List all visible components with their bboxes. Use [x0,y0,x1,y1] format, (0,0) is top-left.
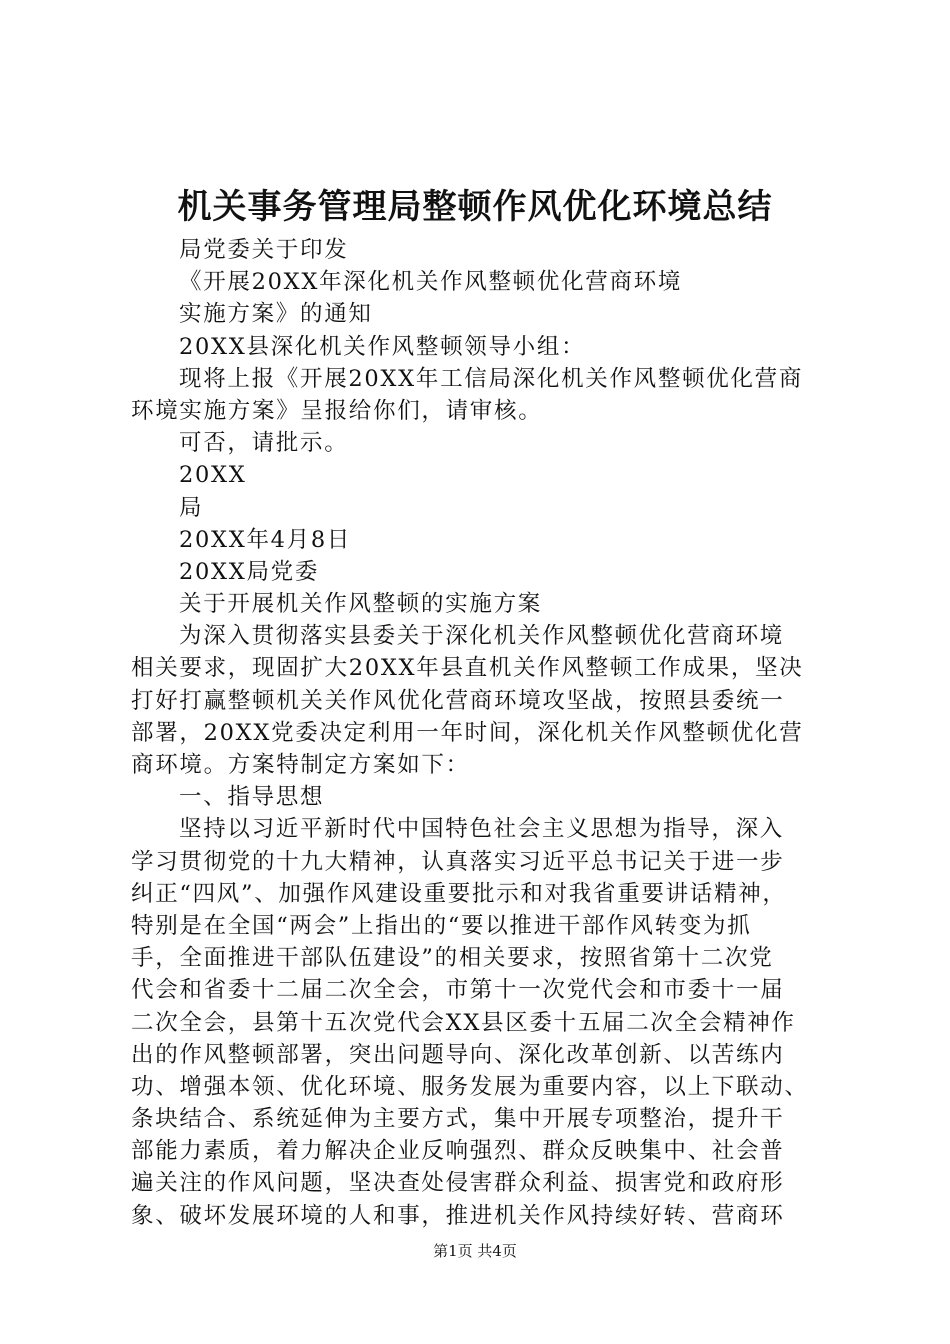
text-line: 打好打赢整顿机关关作风优化营商环境攻坚战，按照县委统一 [131,687,785,714]
text-line: 代会和省委十二届二次全会，市第十一次党代会和市委十一届 [131,977,785,1004]
text-line: 局党委关于印发 [179,237,349,263]
text-line: 20XX年4月8日 [179,526,352,553]
text-line: 实施方案》的通知 [179,301,373,328]
text-line: 遍关注的作风问题，坚决查处侵害群众利益、损害党和政府形 [131,1170,785,1197]
text-line: 为深入贯彻落实县委关于深化机关作风整顿优化营商环境 [179,623,785,650]
text-line: 手，全面推进干部队伍建设”的相关要求，按照省第十二次党 [131,945,774,972]
text-line: 可否，请批示。 [179,430,349,457]
text-line: 20XX县深化机关作风整顿领导小组： [179,333,586,360]
text-line: 《开展20XX年深化机关作风整顿优化营商环境 [179,269,683,296]
text-line: 学习贯彻党的十九大精神，认真落实习近平总书记关于进一步 [131,848,785,875]
text-line: 纠正“四风”、加强作风建设重要批示和对我省重要讲话精神， [131,880,787,907]
text-line: 局 [179,494,204,521]
text-line: 象、破坏发展环境的人和事，推进机关作风持续好转、营商环 [131,1202,785,1229]
page-footer: 第1页 共4页 [433,1242,517,1260]
text-line: 20XX [179,462,247,489]
text-line: 现将上报《开展20XX年工信局深化机关作风整顿优化营商 [179,365,804,392]
document-title: 机关事务管理局整顿作风优化环境总结 [177,187,773,227]
text-line: 条块结合、系统延伸为主要方式，集中开展专项整治，提升干 [131,1106,785,1133]
text-line: 20XX局党委 [179,558,320,585]
text-line: 坚持以习近平新时代中国特色社会主义思想为指导，深入 [179,816,785,843]
text-line: 环境实施方案》呈报给你们，请审核。 [131,397,543,424]
document-body [131,234,841,1232]
text-line: 部署，20XX党委决定利用一年时间，深化机关作风整顿优化营 [131,719,804,746]
text-line: 相关要求，现固扩大20XX年县直机关作风整顿工作成果，坚决 [131,655,804,682]
text-line: 特别是在全国“两会”上指出的“要以推进干部作风转变为抓 [131,912,752,939]
text-line: 商环境。方案特制定方案如下： [131,752,470,778]
text-line: 出的作风整顿部署，突出问题导向、深化改革创新、以苦练内 [131,1041,785,1068]
section-heading: 一、指导思想 [179,784,325,811]
text-line: 二次全会，县第十五次党代会XX县区委十五届二次全会精神作 [131,1009,796,1036]
text-line: 关于开展机关作风整顿的实施方案 [179,591,543,618]
text-line: 部能力素质，着力解决企业反响强烈、群众反映集中、社会普 [131,1138,785,1165]
text-line: 功、增强本领、优化环境、服务发展为重要内容，以上下联动、 [131,1073,809,1100]
